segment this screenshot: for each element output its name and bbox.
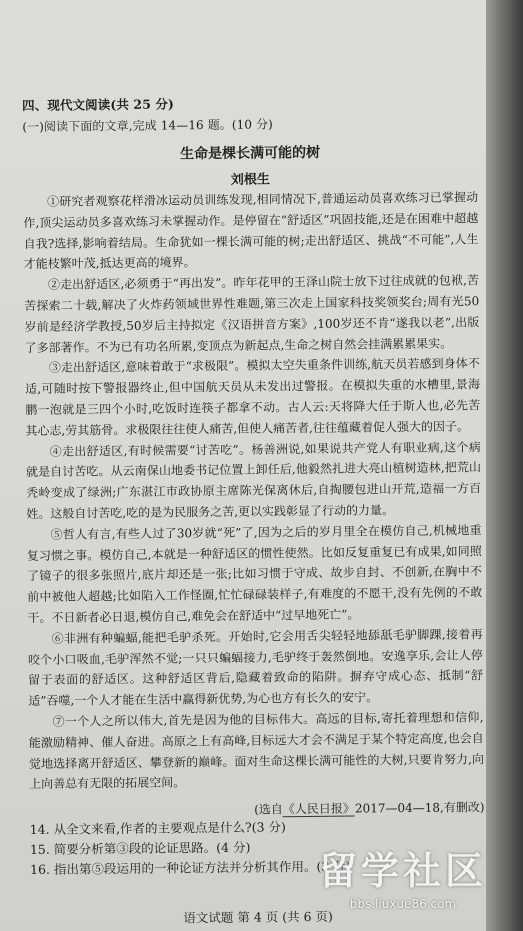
paragraph-3: ③走出舒适区,意味着敢于“求极限”。模拟太空失重条件训练,航天员若感到身体不适,可随时按下警报器终止,但中国航天员从未发出过警报。在模拟失重的水槽里,景海鹏一泡就是三四个小时,吃饭时连筷子都拿不动。古人云:天将降大任于斯人也,必先苦其心志,劳其筋骨。求极限往往使人痛苦,但使人痛苦者,往往蕴藏着促人强大的因子。 bbox=[24, 356, 481, 438]
source-suffix: 2017—04—18,有删改) bbox=[354, 800, 485, 816]
question-15: 15. 简要分析第③段的论证思路。(4 分) bbox=[29, 839, 251, 858]
paragraph-7: ⑦一个人之所以伟大,首先是因为他的目标伟大。高远的目标,寄托着理想和信仰,能激励精神、催人奋进。高原之上有高峰,目标远大才会不满足于某个特定高度,也会自觉地选择离开舒适区、攀登新的巅峰。面对生命这棵长满可能性的大树,只要肯努力,向上向善总有无限的拓展空间。 bbox=[28, 710, 485, 792]
section-heading: 四、现代文阅读(共 25 分) bbox=[22, 96, 175, 113]
watermark-text: 留学社区 bbox=[318, 849, 487, 893]
paragraph-4: ④走出舒适区,有时候需要“讨苦吃”。杨善洲说,如果说共产党人有职业病,这个病就是自讨苦吃。从云南保山地委书记位置上卸任后,他毅然扎进大亮山植树造林,把荒山秃岭变成了绿洲;广东湛江市政协原主席陈光保离休后,自掏腰包进山开荒,造福一方百姓。这般自讨苦吃,吃的是为民服务之苦,更以实践彰显了行动的力量。 bbox=[25, 439, 482, 521]
question-16: 16. 指出第⑤段运用的一种论证方法并分析其作用。(3 分) bbox=[30, 858, 351, 878]
page-edge-shadow bbox=[486, 0, 523, 931]
article-title: 生命是棵长满可能的树 bbox=[180, 144, 321, 163]
paragraph-6: ⑥非洲有种蝙蝠,能把毛驴杀死。开始时,它会用舌尖轻轻地舔舐毛驴脚踝,接着再咬个小口吸血,毛驴浑然不觉;一只只蝙蝠接力,毛驴终于轰然倒地。安逸享乐,会让人停留于表面的舒适区。这种舒适区背后,隐藏着致命的陷阱。摒弃守成心态、抵制“舒适”吞噬,一个人才能在生活中赢得新优势,为心也方有长久的安宁。 bbox=[27, 626, 484, 709]
watermark-url: bbs.liuxue86.com bbox=[349, 897, 457, 911]
paragraph-1: ①研究者观察花样滑冰运动员训练发现,相同情况下,普通运动员喜欢练习已掌握动作,顶尖运动员多喜欢练习未掌握动作。是停留在“舒适区”巩固技能,还是在困难中超越自我?选择,影响着结局。生命犹如一棵长满可能的树;走出舒适区、挑战“不可能”,人生才能枝繁叶茂,抵达更高的境界。 bbox=[23, 190, 479, 272]
source-prefix: (选自 bbox=[254, 802, 283, 817]
paragraph-5: ⑤哲人有言,有些人过了30岁就“死”了,因为之后的岁月里全在模仿自己,机械地重复习惯之事。模仿自己,本就是一种舒适区的惯性使然。比如反复重复已有成果,如同照了镜子的很多张照片,底片却还是一张;比如习惯于守成、故步自封、不创新,在胸中不前中被他人超越;比如陷入工作怪圈,忙忙碌碌装样子,有难度的不愿干,没有先例的不敢干。不日新者必日退,模仿自己,难免会在舒适中“过早地死亡”。 bbox=[26, 522, 483, 625]
source-name: 《人民日报》 bbox=[282, 801, 355, 817]
question-14: 14. 从全文来看,作者的主要观点是什么?(3 分) bbox=[29, 819, 286, 838]
page-footer: 语文试题 第 4 页 (共 6 页) bbox=[183, 908, 333, 926]
paragraph-2: ②走出舒适区,必须勇于“再出发”。昨年花甲的王泽山院士放下过往成就的包袱,苦苦探索二十载,解决了火炸药领域世界性难题,第三次走上国家科技奖领奖台;周有光50岁前是经济学教授,50岁后主持拟定《汉语拼音方案》,100岁还不肯“遂我以老”,出版了多部著作。不为已有功名所累,变顶点为新起点,生命之树自然会挂满累累果实。 bbox=[24, 273, 480, 355]
watermark bbox=[319, 840, 487, 911]
section-subheading: (一)阅读下面的文章,完成 14—16 题。(10 分) bbox=[22, 116, 273, 134]
article-author: 刘根生 bbox=[230, 172, 270, 188]
exam-page bbox=[22, 91, 486, 928]
